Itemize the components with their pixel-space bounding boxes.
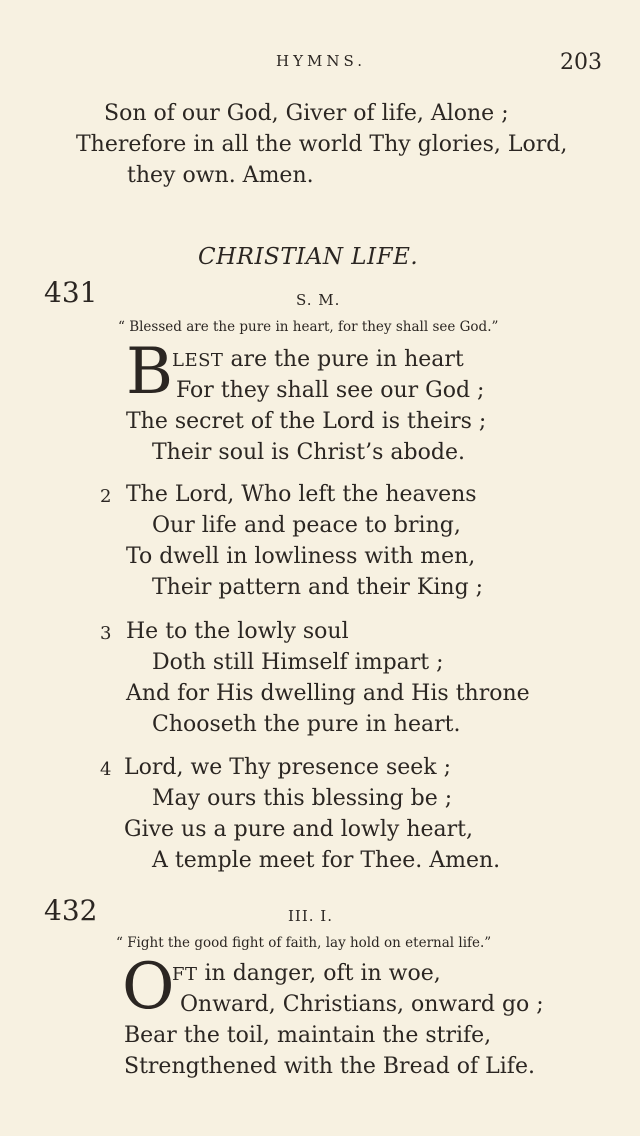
hymn-meter: III. I. <box>288 907 334 925</box>
verse-line: He to the lowly soul <box>126 619 349 644</box>
verse-line: For they shall see our God ; <box>176 378 485 403</box>
verse-line: And for His dwelling and His throne <box>126 681 530 706</box>
hymn-epigraph: “ Fight the good fight of faith, lay hold on eternal life.” <box>116 935 492 951</box>
page-number: 203 <box>560 50 602 75</box>
verse-line: Give us a pure and lowly heart, <box>124 817 473 842</box>
hymn-epigraph: “ Blessed are the pure in heart, for they shall see God.” <box>118 319 499 335</box>
verse-line: May ours this blessing be ; <box>152 786 453 811</box>
verse-line: The Lord, Who left the heavens <box>126 482 477 507</box>
verse-number: 4 <box>100 759 112 780</box>
running-header: HYMNS. <box>276 52 366 70</box>
verse-line: Doth still Himself impart ; <box>152 650 444 675</box>
first-word-caps: LEST <box>172 350 224 371</box>
prev-hymn-line: they own. Amen. <box>127 163 314 188</box>
hymn-number: 432 <box>44 894 98 927</box>
hymn-number: 431 <box>44 276 98 309</box>
verse-line: Their pattern and their King ; <box>152 575 484 600</box>
first-word-caps: FT <box>172 964 198 985</box>
verse-line-text: in danger, oft in woe, <box>204 961 441 986</box>
verse-line: To dwell in lowliness with men, <box>126 544 476 569</box>
section-title: CHRISTIAN LIFE. <box>198 244 419 270</box>
verse-line-text: are the pure in heart <box>230 347 464 372</box>
prev-hymn-line: Therefore in all the world Thy glories, Lord, <box>76 132 568 157</box>
verse-line: Their soul is Christ’s abode. <box>152 440 465 465</box>
drop-cap: O <box>122 950 175 1024</box>
verse-line <box>172 344 464 376</box>
prev-hymn-line: Son of our God, Giver of life, Alone ; <box>104 101 509 126</box>
verse-line: The secret of the Lord is theirs ; <box>126 409 487 434</box>
verse-line: Onward, Christians, onward go ; <box>180 992 544 1017</box>
drop-cap: B <box>126 335 174 409</box>
hymn-meter: S. M. <box>296 291 341 309</box>
verse-line: Strengthened with the Bread of Life. <box>124 1054 535 1079</box>
verse-number: 2 <box>100 486 112 507</box>
verse-line: Bear the toil, maintain the strife, <box>124 1023 492 1048</box>
verse-line: Chooseth the pure in heart. <box>152 712 461 737</box>
verse-line: A temple meet for Thee. Amen. <box>152 848 501 873</box>
verse-line: Lord, we Thy presence seek ; <box>124 755 452 780</box>
verse-line <box>172 958 441 990</box>
verse-number: 3 <box>100 623 112 644</box>
verse-line: Our life and peace to bring, <box>152 513 461 538</box>
